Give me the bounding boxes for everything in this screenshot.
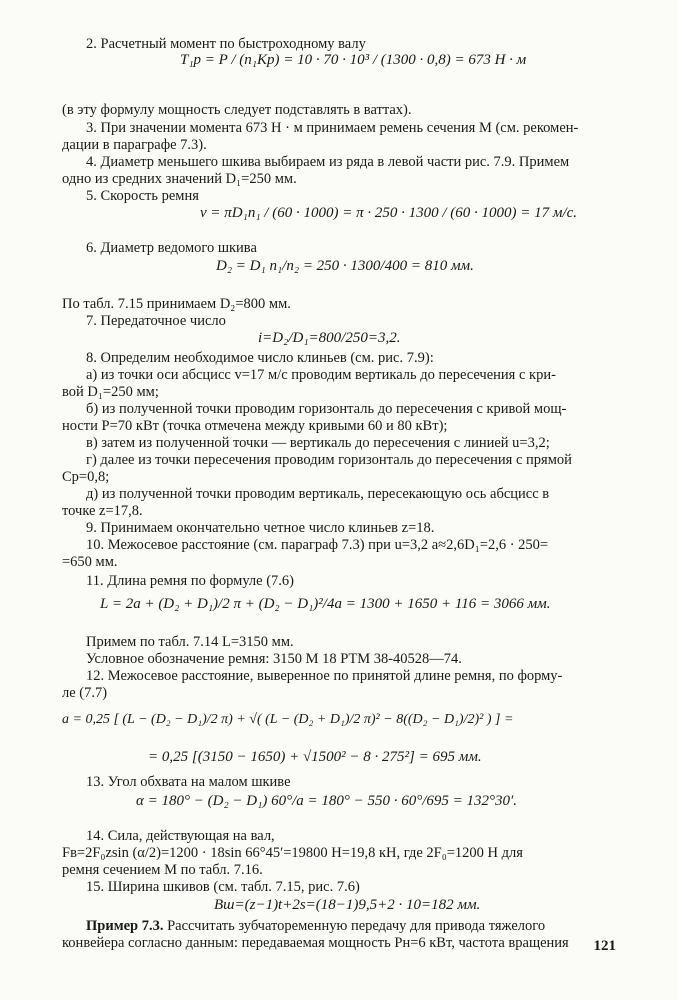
page-number: 121	[593, 938, 616, 954]
step-11-designation: Условное обозначение ремня: 3150 М 18 РТМ 38-40528—74.	[86, 651, 462, 667]
step-14-line3: ремня сечением М по табл. 7.16.	[62, 862, 263, 878]
step-10-line2: =650 мм.	[62, 554, 118, 570]
step-8e-line1: д) из полученной точки проводим вертикаль, пересекающую ось абсцисс в	[86, 486, 550, 502]
step-4-line2: одно из средних значений D₁=250 мм.	[62, 171, 297, 187]
formula-center-distance: a = 0,25 [ (L − (D₂ − D₁)/2 π) + √( (L − (D₂ + D₁)/2 π)² − 8((D₂ − D₁)/2)² ) ] =	[62, 712, 514, 727]
step-6-heading: 6. Диаметр ведомого шкива	[86, 240, 257, 256]
step-5-heading: 5. Скорость ремня	[86, 188, 199, 204]
example-label: Пример 7.3.	[86, 918, 164, 934]
formula-pulley-width: Bш=(z−1)t+2s=(18−1)9,5+2 · 10=182 мм.	[214, 897, 481, 913]
step-8b-line1: б) из полученной точки проводим горизонталь до пересечения с кривой мощ-	[86, 401, 567, 417]
note-watts: (в эту формулу мощность следует подставлять в ваттах).	[62, 102, 412, 118]
step-12-line1: 12. Межосевое расстояние, выверенное по принятой длине ремня, по форму-	[86, 668, 563, 684]
step-8d-line1: г) далее из точки пересечения проводим горизонталь до пересечения с прямой	[86, 452, 572, 468]
step-3-line2: дации в параграфе 7.3).	[62, 137, 207, 153]
step-4-line1: 4. Диаметр меньшего шкива выбираем из ряда в левой части рис. 7.9. Примем	[86, 154, 570, 170]
formula-belt-length: L = 2a + (D₂ + D₁)/2 π + (D₂ − D₁)²/4a = 1300 + 1650 + 116 = 3066 мм.	[100, 596, 551, 612]
step-8e-line2: точке z=17,8.	[62, 503, 143, 519]
step-14-formula: Fв=2F₀zsin (α/2)=1200 · 18sin 66°45′=19800 Н=19,8 кН, где 2F₀=1200 Н для	[62, 845, 523, 861]
formula-center-distance-result: = 0,25 [(3150 − 1650) + √1500² − 8 · 275²] = 695 мм.	[148, 749, 482, 765]
formula-wrap-angle: α = 180° − (D₂ − D₁) 60°/a = 180° − 550 · 60°/695 = 132°30′.	[136, 793, 518, 809]
formula-ratio: i=D₂/D₁=800/250=3,2.	[258, 330, 401, 346]
step-8a-line1: а) из точки оси абсцисс v=17 м/с проводим вертикаль до пересечения с кри-	[86, 367, 556, 383]
step-9: 9. Принимаем окончательно четное число клиньев z=18.	[86, 520, 435, 536]
example-line1	[86, 918, 646, 934]
step-11-heading: 11. Длина ремня по формуле (7.6)	[86, 573, 295, 589]
example-line2: конвейера согласно данным: передаваемая мощность Pн=6 кВт, частота вращения	[62, 935, 569, 951]
step-8a-line2: вой D₁=250 мм;	[62, 384, 159, 400]
step-11-table: Примем по табл. 7.14 L=3150 мм.	[86, 634, 294, 650]
step-2-heading: 2. Расчетный момент по быстроходному валу	[86, 36, 366, 52]
step-14-heading: 14. Сила, действующая на вал,	[86, 828, 275, 844]
step-12-line2: ле (7.7)	[62, 685, 108, 701]
formula-driven-pulley: D₂ = D₁ n₁/n₂ = 250 · 1300/400 = 810 мм.	[216, 258, 474, 274]
step-8d-line2: Cр=0,8;	[62, 469, 110, 485]
formula-moment: T₁р = P / (n₁Kр) = 10 · 70 · 10³ / (1300 · 0,8) = 673 Н · м	[180, 52, 527, 68]
step-8b-line2: ности P=70 кВт (точка отмечена между кривыми 60 и 80 кВт);	[62, 418, 448, 434]
step-10-line1: 10. Межосевое расстояние (см. параграф 7.3) при u=3,2 a≈2,6D₁=2,6 · 250=	[86, 537, 549, 553]
step-3-line1: 3. При значении момента 673 Н · м принимаем ремень сечения М (см. рекомен-	[86, 120, 579, 136]
step-7-heading: 7. Передаточное число	[86, 313, 226, 329]
step-8c: в) затем из полученной точки — вертикаль до пересечения с линией u=3,2;	[86, 435, 550, 451]
step-6-table: По табл. 7.15 принимаем D₂=800 мм.	[62, 296, 291, 312]
step-8-heading: 8. Определим необходимое число клиньев (см. рис. 7.9):	[86, 350, 434, 366]
step-15-heading: 15. Ширина шкивов (см. табл. 7.15, рис. 7.6)	[86, 879, 360, 895]
step-13-heading: 13. Угол обхвата на малом шкиве	[86, 774, 291, 790]
example-text: Рассчитать зубчатоременную передачу для привода тяжелого	[167, 918, 546, 934]
formula-belt-speed: v = πD₁n₁ / (60 · 1000) = π · 250 · 1300 / (60 · 1000) = 17 м/с.	[200, 205, 578, 221]
